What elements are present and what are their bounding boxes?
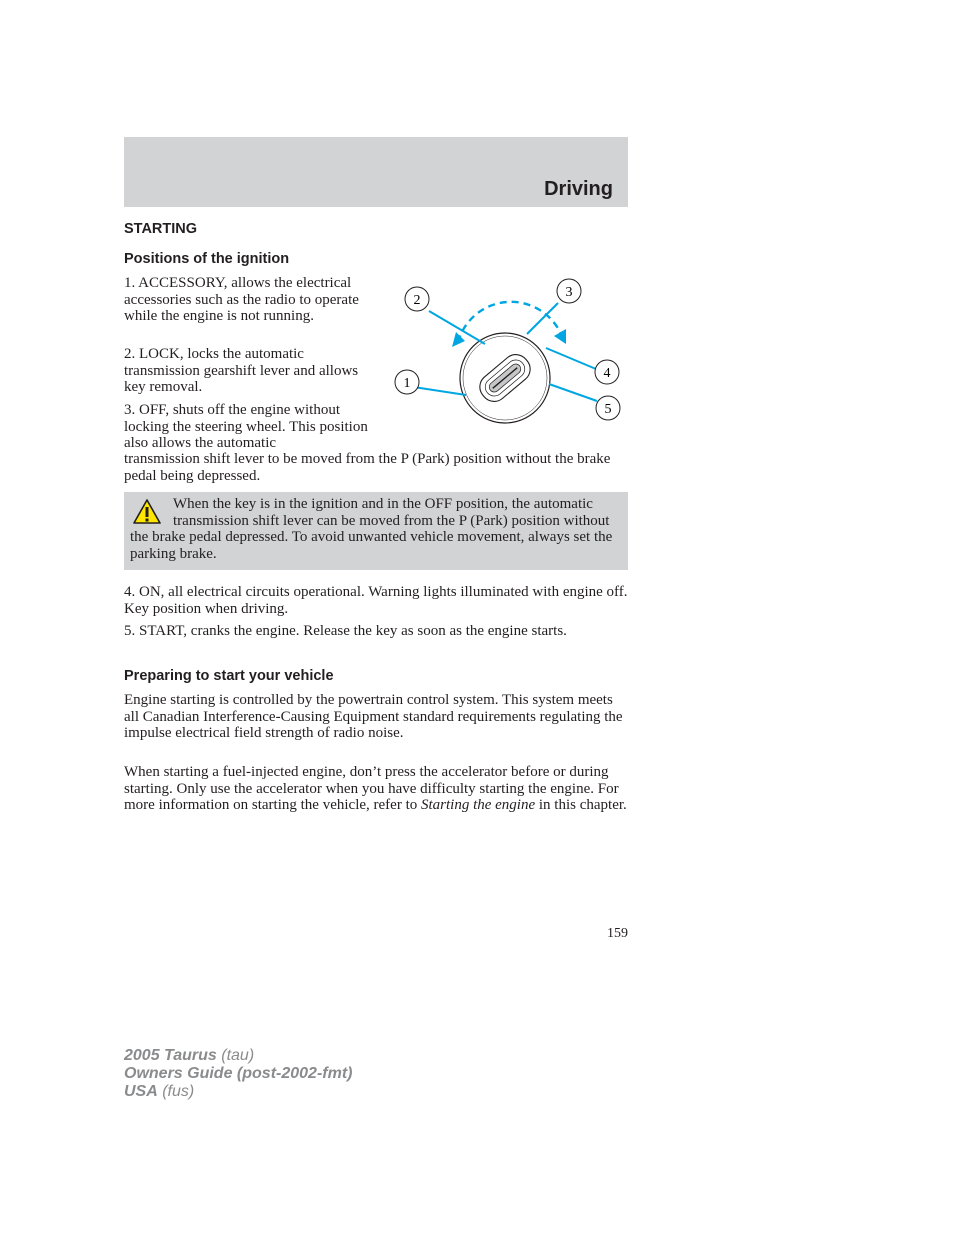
leader-line-4 (546, 348, 596, 369)
chapter-title: Driving (544, 178, 613, 200)
arrow-right-icon (554, 329, 566, 344)
footer-guide: Owners Guide (post-2002-fmt) (124, 1065, 353, 1082)
arrow-left-icon (452, 332, 465, 347)
leader-line-5 (549, 384, 597, 401)
diagram-label-3: 3 (565, 285, 573, 300)
footer-market-code: (fus) (157, 1083, 195, 1100)
document-footer (124, 1047, 352, 1101)
item-off-rest: transmission shift lever to be moved from the P (Park) position without the brake pedal being depressed. (124, 451, 611, 484)
item-off-wrap: 3. OFF, shuts off the engine without locking the steering wheel. This position also allows the automatic (124, 402, 368, 452)
ignition-heading: Positions of the ignition (124, 251, 290, 267)
preparing-heading: Preparing to start your vehicle (124, 668, 334, 684)
item-accessory: 1. ACCESSORY, allows the electrical accessories such as the radio to operate while the engine is not running. (124, 275, 359, 325)
footer-market: USA (124, 1083, 158, 1100)
diagram-label-1: 1 (403, 376, 411, 391)
preparing-para-2-end: in this chapter. (535, 797, 627, 814)
preparing-para-2 (124, 764, 630, 814)
item-start: 5. START, cranks the engine. Release the key as soon as the engine starts. (124, 623, 567, 639)
leader-line-3 (527, 303, 558, 334)
footer-model-code: (tau) (216, 1047, 255, 1064)
ignition-diagram (386, 276, 628, 428)
warning-box (124, 492, 628, 570)
item-on: 4. ON, all electrical circuits operational. Warning lights illuminated with engine off. Key position when driving. (124, 584, 628, 617)
diagram-label-5: 5 (604, 402, 612, 417)
ignition-switch-icon (460, 333, 550, 423)
chapter-header-band (124, 137, 628, 207)
preparing-para-2-main: When starting a fuel-injected engine, don’t press the accelerator before or during starting. Only use the accelerator when you have difficulty starting the engine. For more information on starting the vehicle, refer to (124, 764, 619, 814)
page-number: 159 (607, 926, 628, 941)
cross-reference-link[interactable]: Starting the engine (420, 797, 536, 814)
footer-model: 2005 Taurus (124, 1047, 217, 1064)
diagram-label-4: 4 (603, 366, 611, 381)
diagram-label-2: 2 (413, 293, 421, 308)
section-heading: STARTING (124, 221, 198, 237)
warning-text: When the key is in the ignition and in the OFF position, the automatic transmission shift lever can be moved from the P (Park) position without the brake pedal depressed. To avoid unwanted vehicle movement, always set the parking brake. (130, 496, 613, 562)
item-lock: 2. LOCK, locks the automatic transmission gearshift lever and allows key removal. (124, 346, 359, 396)
preparing-para-1: Engine starting is controlled by the powertrain control system. This system meets all Canadian Interference-Causing Equipment standard requirements regulating the impulse electrical field strength of radio noise. (124, 692, 623, 742)
